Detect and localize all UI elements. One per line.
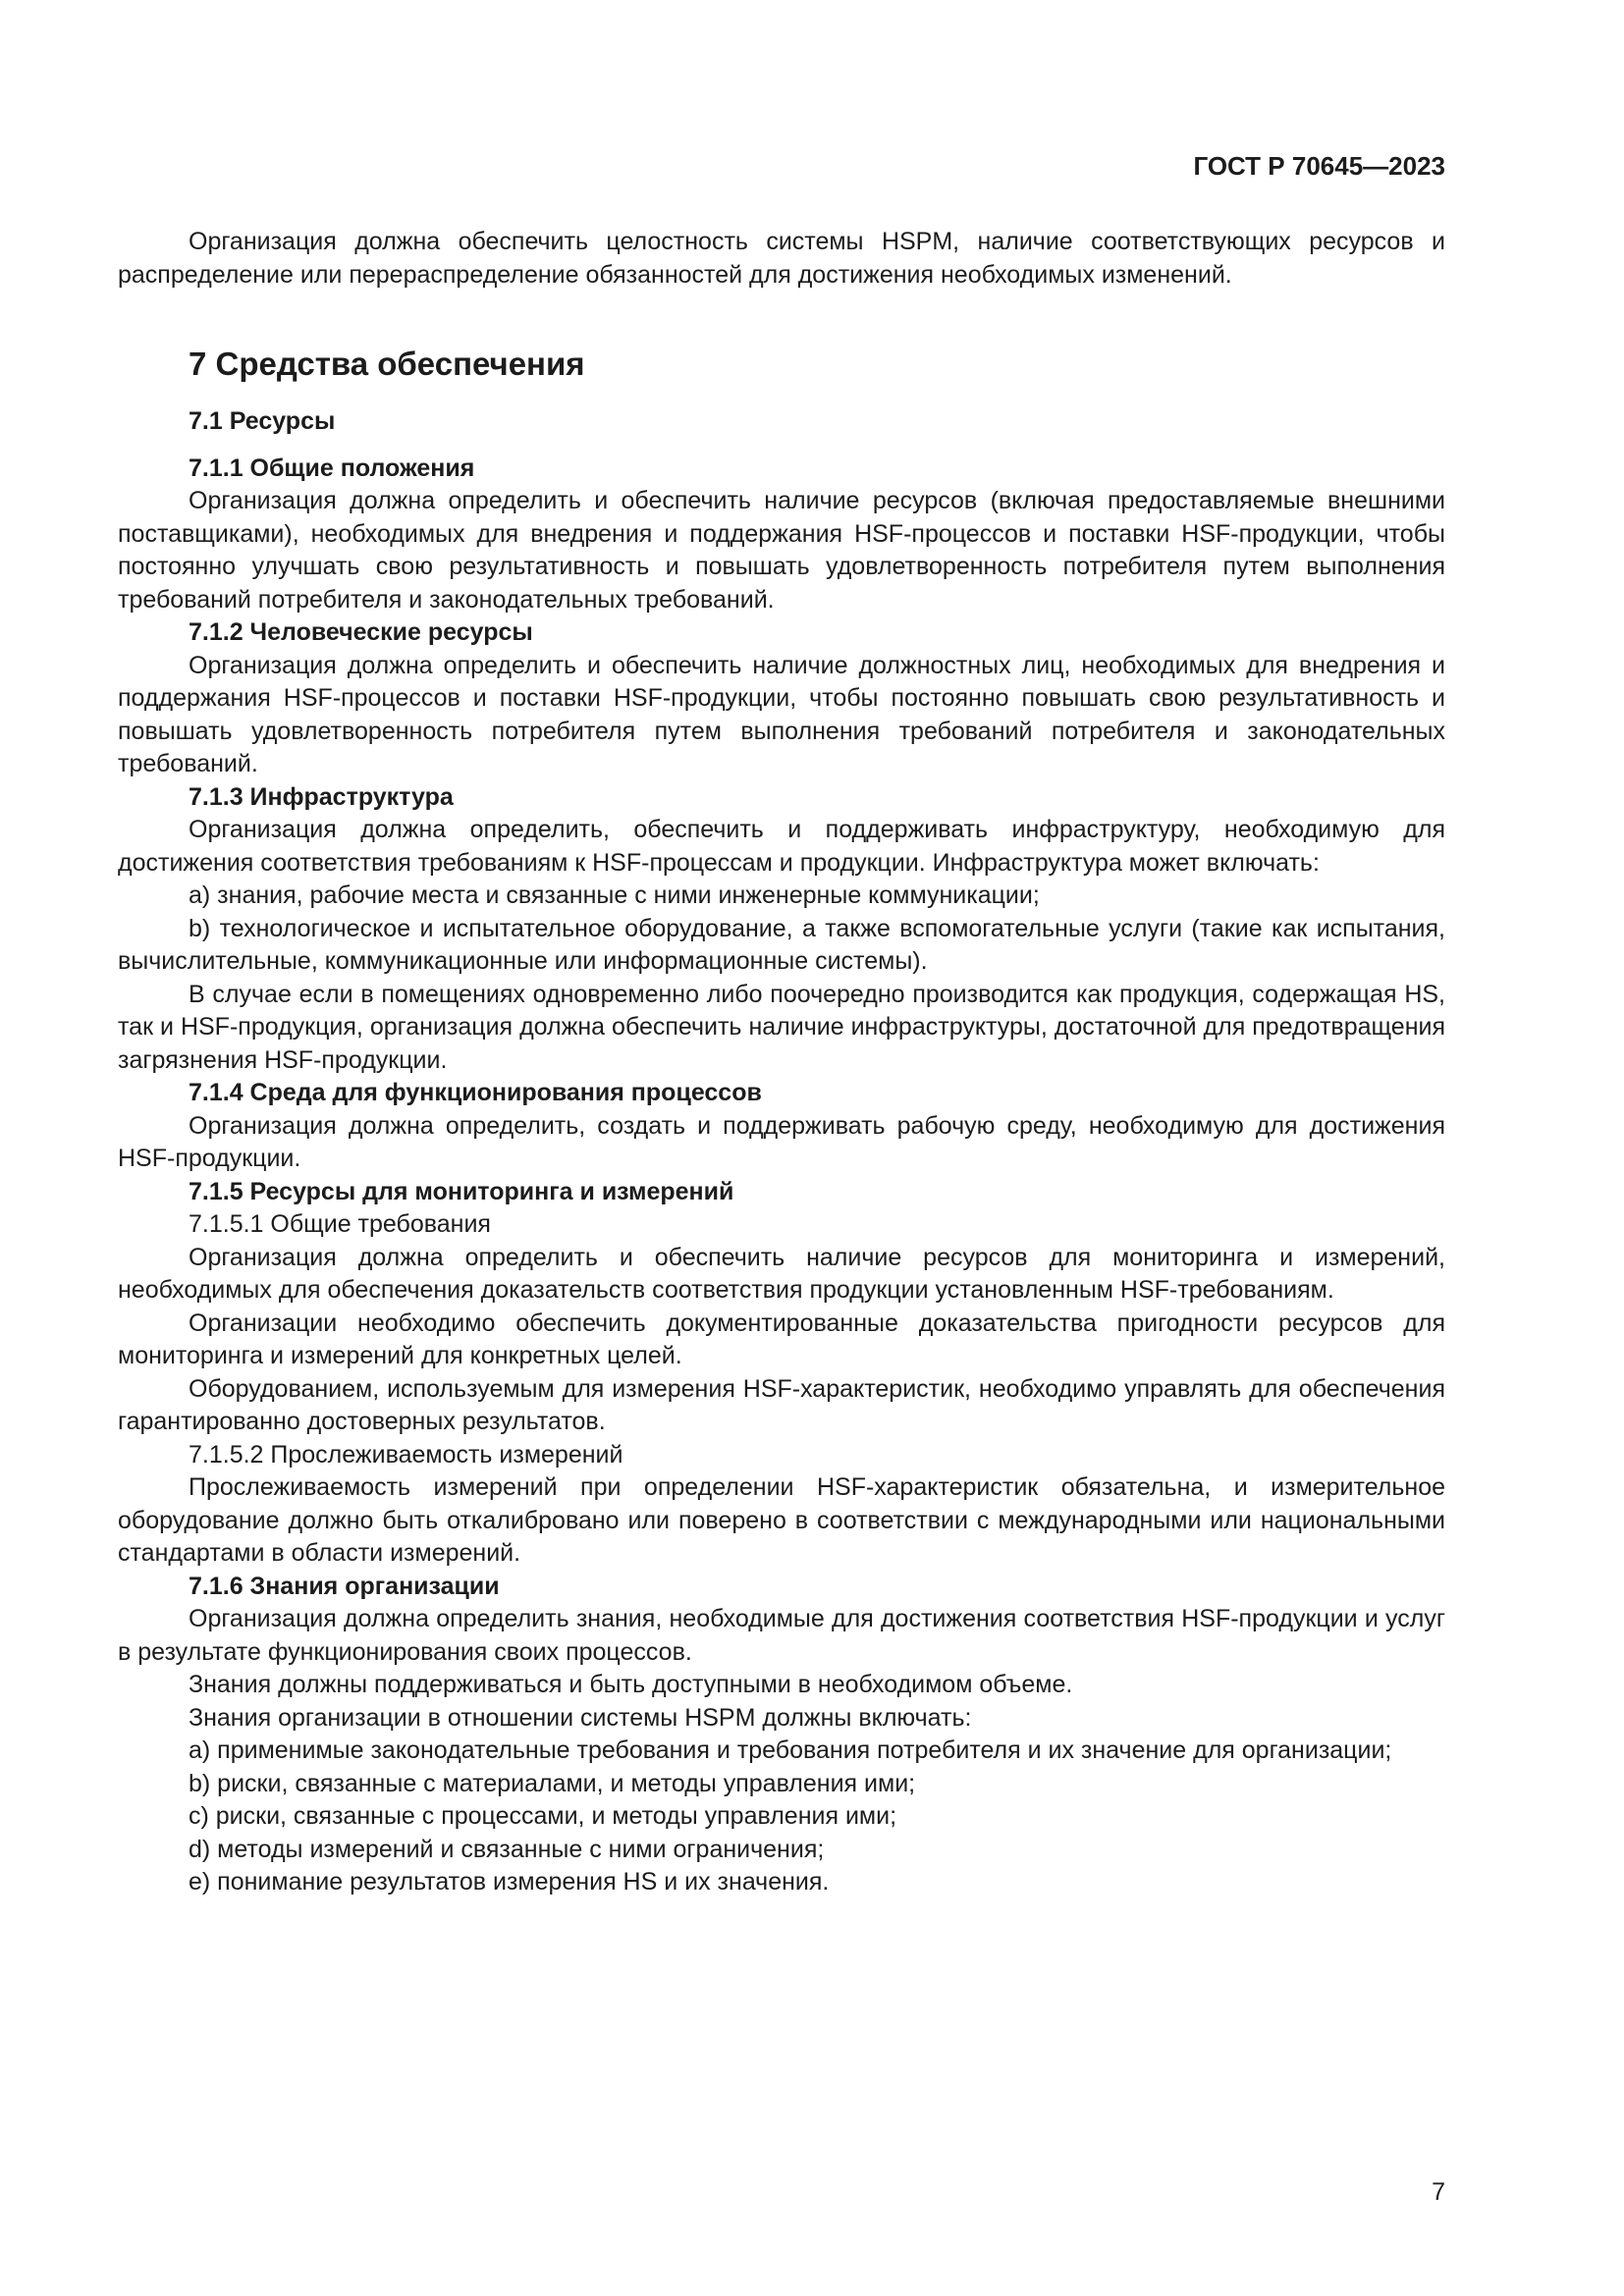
section-7-1-6-paragraph: Организация должна определить знания, необходимые для достижения соответствия HSF-продукции и услуг в результате функционирования своих процессов. — [118, 1605, 1445, 1666]
section-7-1-1-paragraph: Организация должна определить и обеспечить наличие ресурсов (включая предоставляемые внешними поставщиками), необходимых для внедрения и поддержания HSF-процессов и поставки HSF-продукции, чтобы постоянно улучшать свою результативность и повышать удовлетворенность потребителя путем выполнения требований потребителя и законодательных требований. — [118, 487, 1445, 614]
section-7-1-5-1-paragraph-2: Организации необходимо обеспечить документированные доказательства пригодности ресурсов для мониторинга и измерений для конкретных целей. — [118, 1308, 1445, 1369]
section-7-1-4-heading: 7.1.4 Среда для функционирования процессов — [189, 1079, 762, 1106]
section-7-heading: 7 Средства обеспечения — [189, 346, 585, 382]
section-7-1-3-paragraph-2: В случае если в помещениях одновременно либо поочередно производится как продукция, содержащая HS, так и HSF-продукция, организация должна обеспечить наличие инфраструктуры, достаточной для предотвращения загрязнения HSF-продукции. — [118, 980, 1445, 1074]
section-7-1-6-paragraph-3: Знания организации в отношении системы HSPM должны включать: — [189, 1703, 972, 1732]
list-item: e) понимание результатов измерения HS и их значения. — [189, 1868, 830, 1896]
section-7-1-6-paragraph-2: Знания должны поддерживаться и быть доступными в необходимом объеме. — [189, 1671, 1073, 1698]
section-7-1-5-1-paragraph-3: Оборудованием, используемым для измерения HSF-характеристик, необходимо управлять для обеспечения гарантированно достоверных результатов. — [118, 1374, 1445, 1435]
section-7-1-3-heading: 7.1.3 Инфраструктура — [189, 782, 454, 811]
intro-paragraph: Организация должна обеспечить целостность системы HSPM, наличие соответствующих ресурсов и распределение или перераспределение обязанностей для достижения необходимых изменений. — [118, 228, 1445, 289]
document-code-header: ГОСТ Р 70645—2023 — [1193, 151, 1445, 181]
section-7-1-5-2-paragraph: Прослеживаемость измерений при определении HSF-характеристик обязательна, и измерительное оборудование должно быть откалибровано или поверено в соответствии с международными или национальными стандартами в области измерений. — [118, 1473, 1445, 1567]
section-7-1-2-paragraph: Организация должна определить и обеспечить наличие должностных лиц, необходимых для внедрения и поддержания HSF-процессов и поставки HSF-продукции, чтобы постоянно повышать свою результативность и повышать удовлетворенность потребителя путем выполнения требований потребителя и законодательных требований. — [118, 651, 1445, 777]
list-item: b) риски, связанные с материалами, и методы управления ими; — [189, 1769, 916, 1797]
list-item: a) применимые законодательные требования и требования потребителя и их значение для организации; — [189, 1736, 1392, 1764]
section-7-1-4-paragraph: Организация должна определить, создать и поддерживать рабочую среду, необходимую для достижения HSF-продукции. — [118, 1111, 1445, 1172]
section-7-1-5-1-heading: 7.1.5.1 Общие требования — [189, 1210, 491, 1238]
list-item: d) методы измерений и связанные с ними ограничения; — [189, 1835, 825, 1863]
list-item: a) знания, рабочие места и связанные с ними инженерные коммуникации; — [189, 881, 1040, 909]
section-7-1-6-heading: 7.1.6 Знания организации — [189, 1572, 500, 1600]
section-7-1-3-paragraph: Организация должна определить, обеспечить и поддерживать инфраструктуру, необходимую для достижения соответствия требованиям к HSF-процессам и продукции. Инфраструктура может включать: — [118, 816, 1445, 877]
section-7-1-2-heading: 7.1.2 Человеческие ресурсы — [189, 618, 533, 646]
page-number: 7 — [1432, 2178, 1445, 2206]
section-7-1-5-1-paragraph: Организация должна определить и обеспечить наличие ресурсов для мониторинга и измерений, необходимых для обеспечения доказательств соответствия продукции установленным HSF-требованиям. — [118, 1243, 1445, 1304]
section-7-1-5-2-heading: 7.1.5.2 Прослеживаемость измерений — [189, 1440, 623, 1468]
section-7-1-1-heading: 7.1.1 Общие положения — [189, 454, 475, 482]
list-item: b) технологическое и испытательное оборудование, а также вспомогательные услуги (такие как испытания, вычислительные, коммуникационные или информационные системы). — [118, 914, 1445, 975]
section-7-1-5-heading: 7.1.5 Ресурсы для мониторинга и измерений — [189, 1177, 734, 1205]
section-7-1-heading: 7.1 Ресурсы — [189, 407, 336, 435]
page-content — [118, 226, 1445, 1899]
list-item: c) риски, связанные с процессами, и методы управления ими; — [189, 1802, 897, 1830]
